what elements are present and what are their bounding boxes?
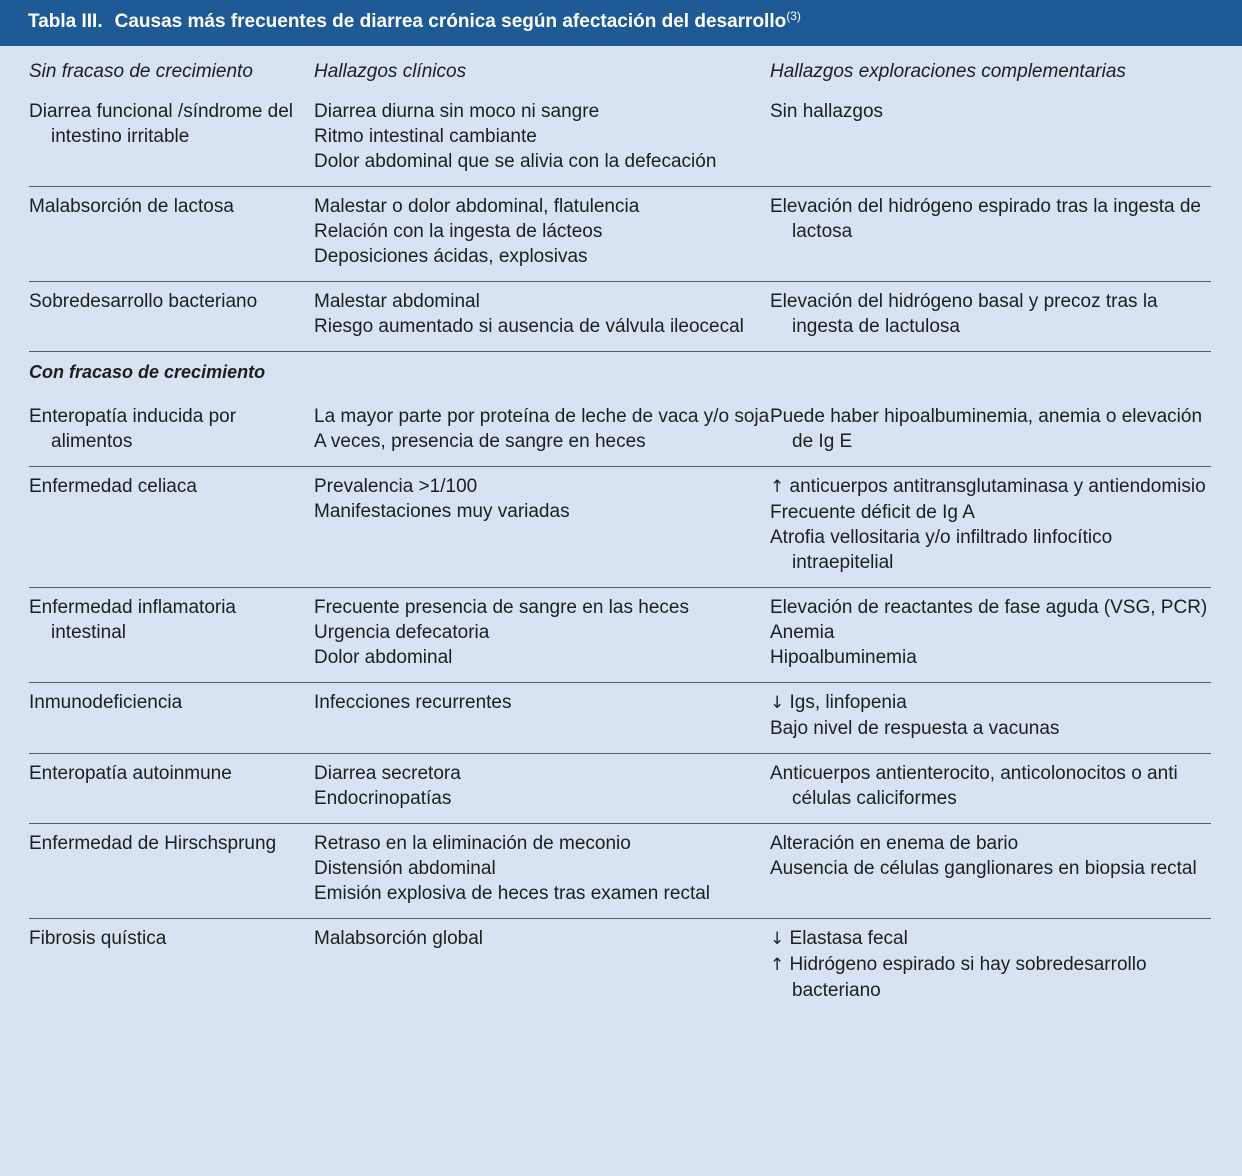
test-finding [770, 194, 1211, 244]
clinical-finding: Distensión abdominal [314, 858, 496, 879]
test-finding [770, 716, 1211, 741]
table-row [29, 824, 1211, 919]
clinical-finding: Malestar o dolor abdominal, flatulencia [314, 196, 640, 217]
test-text: Igs, linfopenia [789, 692, 907, 713]
test-finding [770, 474, 1211, 500]
tests-cell [770, 289, 1211, 339]
clinical-finding: Dolor abdominal [314, 647, 453, 668]
tests-cell [770, 831, 1211, 906]
cause-cell [29, 926, 314, 1003]
cause-name: Fibrosis quística [29, 928, 167, 949]
table-row [29, 683, 1211, 754]
test-finding [770, 525, 1211, 575]
table-row [29, 397, 1211, 467]
clinical-finding: Riesgo aumentado si ausencia de válvula ileocecal [314, 316, 744, 337]
test-text: Elevación del hidrógeno espirado tras la ingesta de lactosa [770, 196, 1201, 242]
table-caption: Causas más frecuentes de diarrea crónica según afectación del desarrollo [114, 11, 787, 32]
cause-name: Enteropatía inducida por alimentos [29, 406, 237, 452]
clinical-cell [314, 289, 770, 339]
test-finding [770, 952, 1211, 1003]
clinical-finding: Endocrinopatías [314, 788, 452, 809]
test-text: Elevación del hidrógeno basal y precoz tras la ingesta de lactulosa [770, 291, 1158, 337]
clinical-finding: Ritmo intestinal cambiante [314, 126, 537, 147]
test-text: Puede haber hipoalbuminemia, anemia o elevación de Ig E [770, 406, 1203, 452]
cause-name: Diarrea funcional /síndrome del intestino irritable [29, 101, 294, 147]
clinical-cell [314, 761, 770, 811]
table-row [29, 282, 1211, 352]
cause-name: Enfermedad inflamatoria intestinal [29, 597, 236, 643]
clinical-finding: Diarrea secretora [314, 763, 461, 784]
table-row [29, 754, 1211, 824]
tests-cell [770, 926, 1211, 1003]
test-finding [770, 690, 1211, 716]
clinical-finding: Infecciones recurrentes [314, 692, 512, 713]
test-finding [770, 500, 1211, 525]
test-text: Elastasa fecal [789, 928, 908, 949]
clinical-finding: Urgencia defecatoria [314, 622, 490, 643]
section-row [29, 352, 1211, 397]
header-tests: Hallazgos exploraciones complementarias [770, 61, 1126, 82]
clinical-cell [314, 595, 770, 670]
test-finding [770, 761, 1211, 811]
test-text: Anemia [770, 622, 835, 643]
tests-cell [770, 595, 1211, 670]
clinical-finding: Prevalencia >1/100 [314, 476, 478, 497]
clinical-finding: Frecuente presencia de sangre en las heces [314, 597, 689, 618]
clinical-cell [314, 99, 770, 174]
test-text: Atrofia vellositaria y/o infiltrado linfocítico intraepitelial [770, 527, 1113, 573]
cause-cell [29, 761, 314, 811]
clinical-finding: Malestar abdominal [314, 291, 480, 312]
tests-cell [770, 404, 1211, 454]
table-number: Tabla III. [28, 11, 103, 32]
test-finding [770, 856, 1211, 881]
cause-cell [29, 404, 314, 454]
table-title [0, 0, 1242, 46]
table-row [29, 187, 1211, 282]
cause-cell [29, 690, 314, 741]
clinical-finding: Deposiciones ácidas, explosivas [314, 246, 588, 267]
cause-name: Enfermedad de Hirschsprung [29, 833, 277, 854]
cause-cell [29, 99, 314, 174]
clinical-finding: Manifestaciones muy variadas [314, 501, 570, 522]
clinical-finding: Dolor abdominal que se alivia con la defecación [314, 151, 717, 172]
clinical-finding: A veces, presencia de sangre en heces [314, 431, 646, 452]
header-clinical: Hallazgos clínicos [314, 61, 467, 82]
test-text: anticuerpos antitransglutaminasa y antiendomisio [789, 476, 1206, 497]
arrow-down-icon: ↓ [770, 929, 785, 949]
cause-name: Enfermedad celiaca [29, 476, 197, 497]
test-finding [770, 99, 1211, 124]
cause-name: Sobredesarrollo bacteriano [29, 291, 258, 312]
table-row [29, 92, 1211, 187]
cause-name: Malabsorción de lactosa [29, 196, 234, 217]
clinical-finding: Retraso en la eliminación de meconio [314, 833, 631, 854]
clinical-finding: Emisión explosiva de heces tras examen rectal [314, 883, 711, 904]
test-text: Elevación de reactantes de fase aguda (VSG, PCR) [770, 597, 1208, 618]
clinical-cell [314, 926, 770, 1003]
test-text: Bajo nivel de respuesta a vacunas [770, 718, 1060, 739]
clinical-cell [314, 690, 770, 741]
tests-cell [770, 690, 1211, 741]
section-title: Con fracaso de crecimiento [29, 362, 266, 382]
clinical-cell [314, 194, 770, 269]
table-row [29, 919, 1211, 1015]
header-cause: Sin fracaso de crecimiento [29, 61, 253, 82]
cause-cell [29, 595, 314, 670]
test-finding [770, 595, 1211, 620]
test-text: Sin hallazgos [770, 101, 884, 122]
cause-cell [29, 194, 314, 269]
test-finding [770, 620, 1211, 645]
tests-cell [770, 99, 1211, 174]
cause-cell [29, 831, 314, 906]
clinical-cell [314, 474, 770, 575]
table-body [29, 92, 1211, 1015]
tests-cell [770, 474, 1211, 575]
arrow-down-icon: ↓ [770, 693, 785, 713]
reference-mark: (3) [786, 9, 801, 23]
test-finding [770, 831, 1211, 856]
test-finding [770, 645, 1211, 670]
diarrhea-causes-table [29, 59, 1211, 1015]
cause-name: Enteropatía autoinmune [29, 763, 232, 784]
clinical-finding: Relación con la ingesta de lácteos [314, 221, 603, 242]
test-text: Ausencia de células ganglionares en biopsia rectal [770, 858, 1197, 879]
test-text: Frecuente déficit de Ig A [770, 502, 975, 523]
test-text: Anticuerpos antienterocito, anticolonocitos o anti células caliciformes [770, 763, 1178, 809]
test-text: Hidrógeno espirado si hay sobredesarrollo bacteriano [789, 954, 1147, 1001]
cause-cell [29, 289, 314, 339]
tests-cell [770, 761, 1211, 811]
arrow-up-icon: ↑ [770, 955, 785, 975]
arrow-up-icon: ↑ [770, 477, 785, 497]
clinical-finding: La mayor parte por proteína de leche de vaca y/o soja [314, 406, 770, 427]
table-row [29, 467, 1211, 588]
test-finding [770, 404, 1211, 454]
test-finding [770, 289, 1211, 339]
cause-cell [29, 474, 314, 575]
clinical-finding: Malabsorción global [314, 928, 483, 949]
tests-cell [770, 194, 1211, 269]
test-text: Hipoalbuminemia [770, 647, 917, 668]
clinical-finding: Diarrea diurna sin moco ni sangre [314, 101, 600, 122]
clinical-cell [314, 831, 770, 906]
table-row [29, 588, 1211, 683]
cause-name: Inmunodeficiencia [29, 692, 183, 713]
test-text: Alteración en enema de bario [770, 833, 1019, 854]
test-finding [770, 926, 1211, 952]
table-header-row [29, 59, 1211, 92]
clinical-cell [314, 404, 770, 454]
